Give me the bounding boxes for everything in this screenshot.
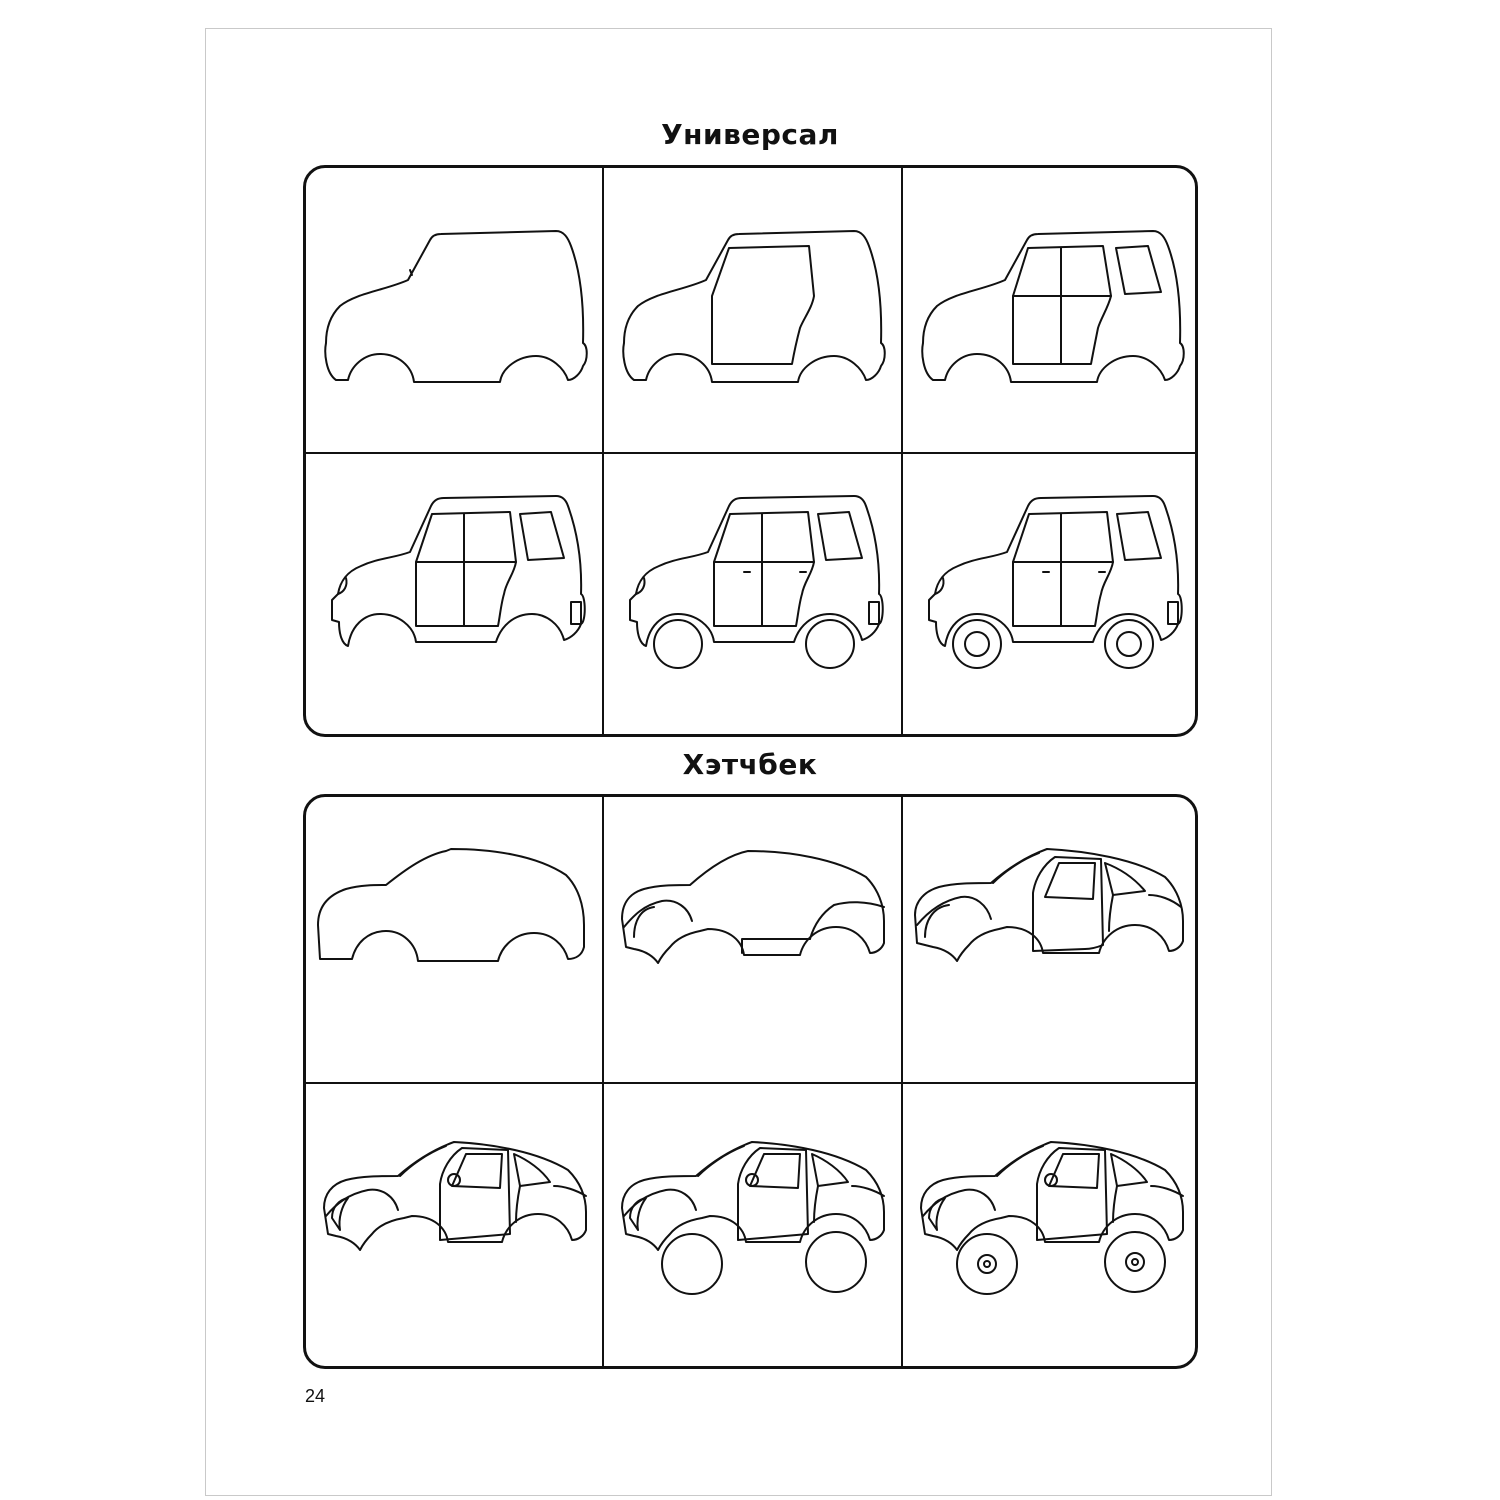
page-number: 24 (305, 1386, 326, 1406)
wagon-step-4-drawing (306, 454, 602, 737)
wagon-step-2 (604, 168, 901, 452)
hatchback-step-2-drawing (604, 797, 901, 1082)
wagon-step-6 (903, 454, 1198, 737)
wagon-step-3 (903, 168, 1198, 452)
hatchback-step-1 (306, 797, 602, 1082)
wagon-step-4 (306, 454, 602, 737)
wagon-step-6-drawing (903, 454, 1198, 737)
hatchback-step-3-drawing (903, 797, 1198, 1082)
hatchback-step-1-drawing (306, 797, 602, 1082)
wagon-step-5-drawing (604, 454, 901, 737)
wagon-step-2-drawing (604, 168, 901, 452)
hatchback-step-2 (604, 797, 901, 1082)
hatchback-step-5 (604, 1084, 901, 1367)
hatchback-step-4-drawing (306, 1084, 602, 1367)
hatchback-step-5-drawing (604, 1084, 901, 1367)
wagon-steps-grid (303, 165, 1198, 737)
hatchback-step-6 (903, 1084, 1198, 1367)
hatchback-step-3 (903, 797, 1198, 1082)
section-title-hatchback: Хэтчбек (682, 748, 818, 781)
hatchback-steps-grid (303, 794, 1198, 1369)
section-title-wagon: Универсал (661, 118, 839, 151)
wagon-step-5 (604, 454, 901, 737)
wagon-step-1 (306, 168, 602, 452)
wagon-step-1-drawing (306, 168, 602, 452)
wagon-step-3-drawing (903, 168, 1198, 452)
hatchback-step-6-drawing (903, 1084, 1198, 1367)
hatchback-step-4 (306, 1084, 602, 1367)
